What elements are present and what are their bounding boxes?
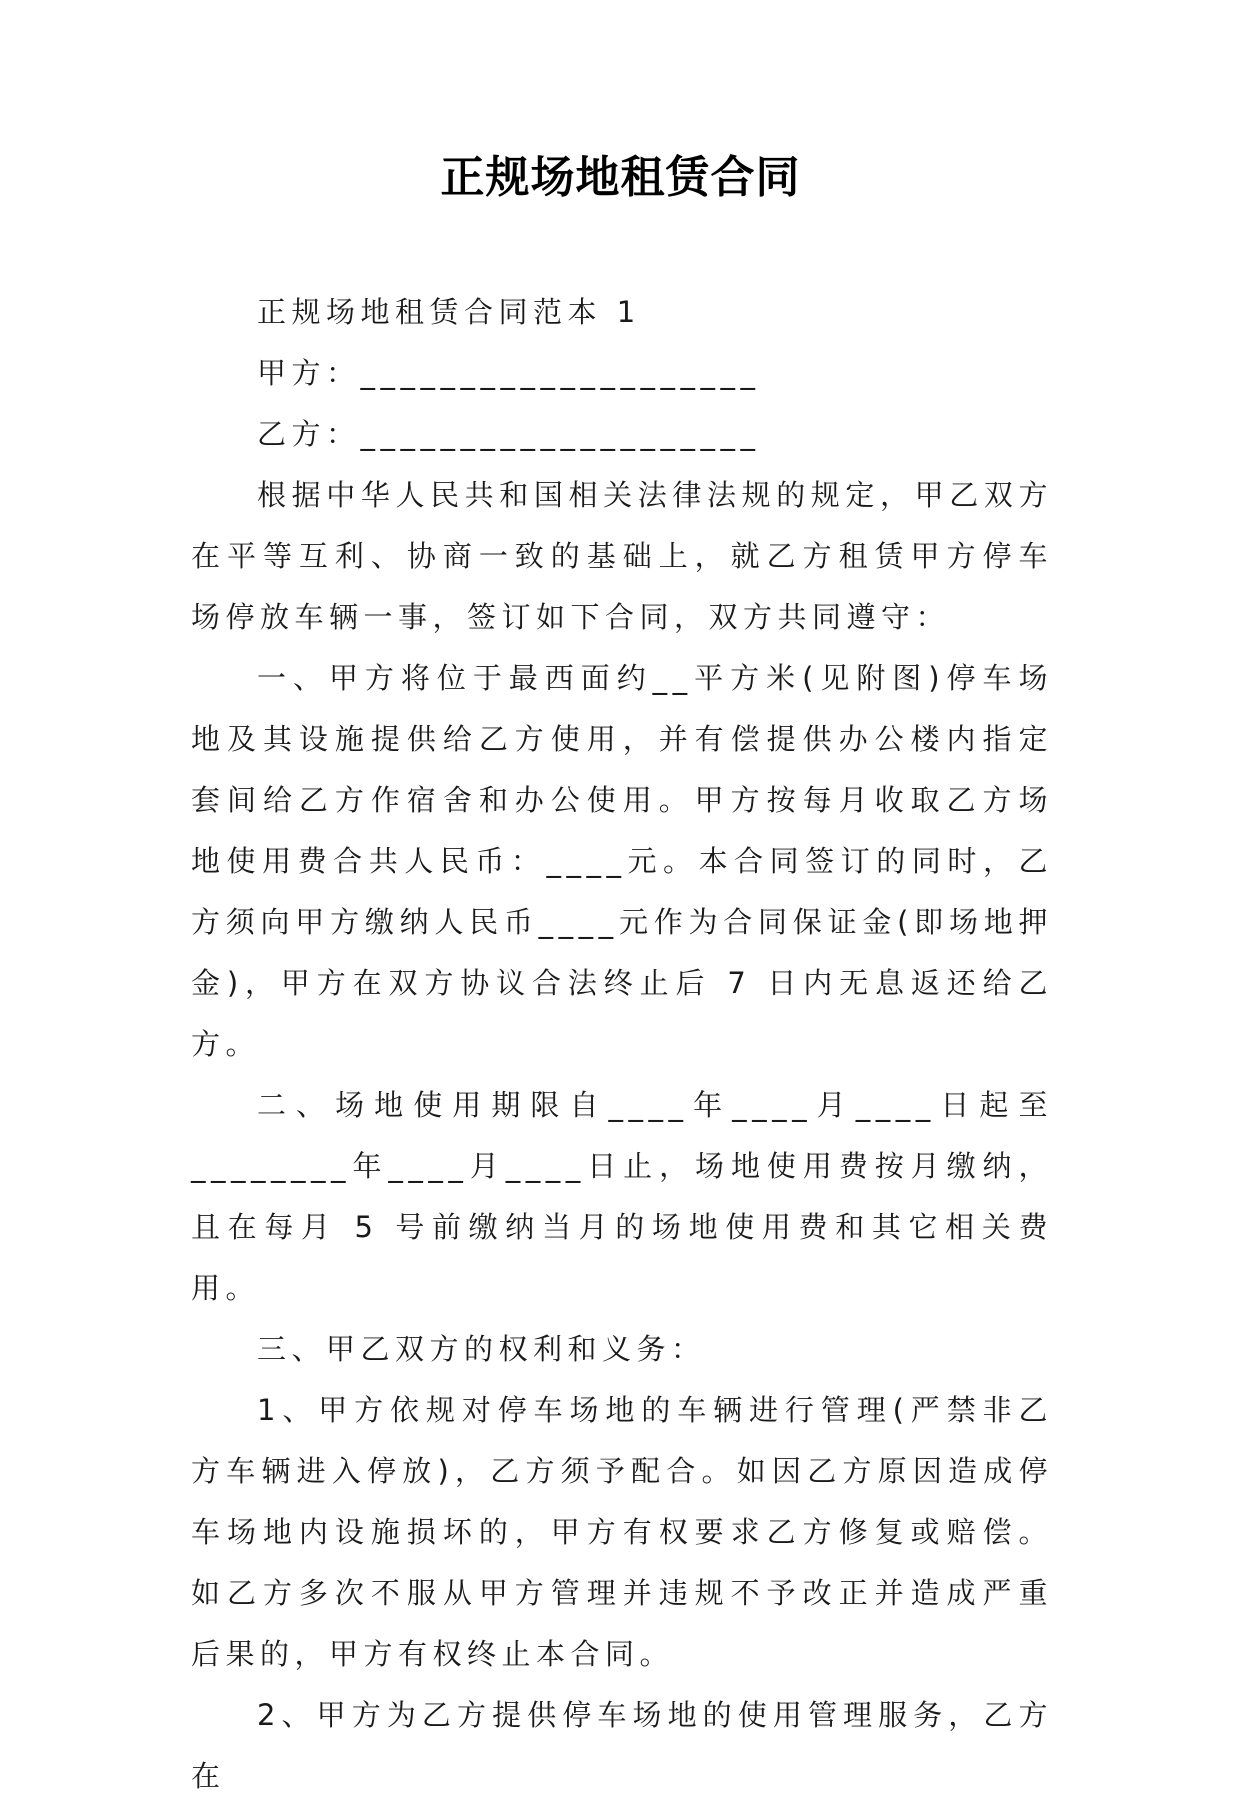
document-body <box>191 282 1053 1807</box>
paragraph-clause-3-1: 1、甲方依规对停车场地的车辆进行管理(严禁非乙方车辆进入停放)，乙方须予配合。如因乙方原因造成停车场地内设施损坏的，甲方有权要求乙方修复或赔偿。如乙方多次不服从甲方管理并违规不予改正并造成严重后果的，甲方有权终止本合同。 <box>191 1393 1053 1671</box>
paragraph-heading-sample: 正规场地租赁合同范本 1 <box>257 295 641 329</box>
paragraph-clause-3: 三、甲乙双方的权利和义务： <box>257 1332 706 1366</box>
paragraph-party-b: 乙方：____________________ <box>257 417 761 451</box>
paragraph-preamble: 根据中华人民共和国相关法律法规的规定，甲乙双方在平等互利、协商一致的基础上，就乙方租赁甲方停车场停放车辆一事，签订如下合同，双方共同遵守： <box>191 478 1053 634</box>
paragraph-clause-1: 一、甲方将位于最西面约__平方米(见附图)停车场地及其设施提供给乙方使用，并有偿提供办公楼内指定套间给乙方作宿舍和办公使用。甲方按每月收取乙方场地使用费合共人民币：____元。本合同签订的同时，乙方须向甲方缴纳人民币____元作为合同保证金(即场地押金)，甲方在双方协议合法终止后 7 日内无息返还给乙方。 <box>191 661 1053 1061</box>
paragraph-clause-3-2: 2、甲方为乙方提供停车场地的使用管理服务，乙方在 <box>191 1698 1053 1793</box>
paragraph-party-a: 甲方：____________________ <box>257 356 761 390</box>
paragraph-clause-2: 二、场地使用期限自____年____月____日起至________年____月____日止，场地使用费按月缴纳，且在每月 5 号前缴纳当月的场地使用费和其它相关费用。 <box>191 1088 1053 1305</box>
document-title: 正规场地租赁合同 <box>440 152 801 203</box>
